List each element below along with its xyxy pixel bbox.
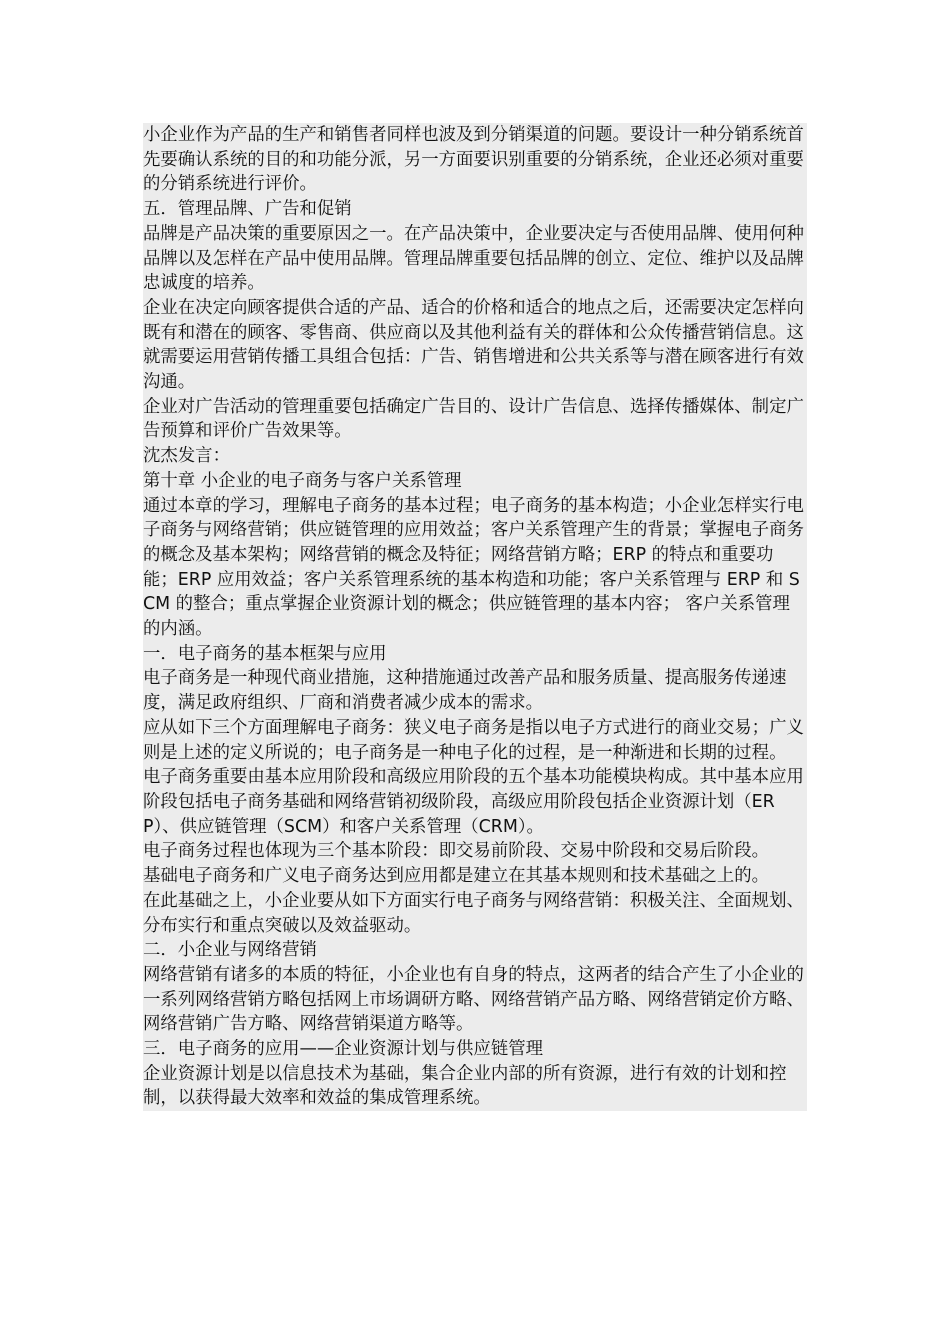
document-body [143, 123, 807, 1111]
paragraph-ecommerce-definition: 电子商务是一种现代商业措施，这种措施通过改善产品和服务质量、提高服务传递速度，满足政府组织、厂商和消费者减少成本的需求。 [143, 666, 807, 715]
paragraph-brand: 品牌是产品决策的重要原因之一。在产品决策中，企业要决定与否使用品牌、使用何种品牌以及怎样在产品中使用品牌。管理品牌重要包括品牌的创立、定位、维护以及品牌忠诚度的培养。 [143, 222, 807, 296]
paragraph-ecommerce-modules: 电子商务重要由基本应用阶段和高级应用阶段的五个基本功能模块构成。其中基本应用阶段包括电子商务基础和网络营销初级阶段，高级应用阶段包括企业资源计划（ERP）、供应链管理（SCM）和客户关系管理（CRM）。 [143, 765, 807, 839]
speaker-label: 沈杰发言： [143, 444, 807, 469]
paragraph-implementation: 在此基础之上，小企业要从如下方面实行电子商务与网络营销：积极关注、全面规划、分布实行和重点突破以及效益驱动。 [143, 889, 807, 938]
paragraph-marketing-communication: 企业在决定向顾客提供合适的产品、适合的价格和适合的地点之后，还需要决定怎样向既有和潜在的顾客、零售商、供应商以及其他利益有关的群体和公众传播营销信息。这就需要运用营销传播工具组合包括：广告、销售增进和公共关系等与潜在顾客进行有效沟通。 [143, 296, 807, 395]
section-heading-5: 五．管理品牌、广告和促销 [143, 197, 807, 222]
paragraph-ecommerce-aspects: 应从如下三个方面理解电子商务：狭义电子商务是指以电子方式进行的商业交易；广义则是上述的定义所说的；电子商务是一种电子化的过程，是一种渐进和长期的过程。 [143, 716, 807, 765]
paragraph-erp-definition: 企业资源计划是以信息技术为基础，集合企业内部的所有资源，进行有效的计划和控制，以获得最大效率和效益的集成管理系统。 [143, 1062, 807, 1111]
paragraph-chapter-objectives: 通过本章的学习，理解电子商务的基本过程；电子商务的基本构造；小企业怎样实行电子商务与网络营销；供应链管理的应用效益；客户关系管理产生的背景；掌握电子商务的概念及基本架构；网络营销的概念及特征；网络营销方略；ERP 的特点和重要功能；ERP 应用效益；客户关系管理系统的基本构造和功能；客户关系管理与 ERP 和 SCM 的整合；重点掌握企业资源计划的概念；供应链管理的基本内容； 客户关系管理的内涵。 [143, 494, 807, 642]
paragraph-network-marketing: 网络营销有诸多的本质的特征，小企业也有自身的特点，这两者的结合产生了小企业的一系列网络营销方略包括网上市场调研方略、网络营销产品方略、网络营销定价方略、网络营销广告方略、网络营销渠道方略等。 [143, 963, 807, 1037]
paragraph-ecommerce-stages: 电子商务过程也体现为三个基本阶段：即交易前阶段、交易中阶段和交易后阶段。 [143, 839, 807, 864]
paragraph-advertising: 企业对广告活动的管理重要包括确定广告目的、设计广告信息、选择传播媒体、制定广告预算和评价广告效果等。 [143, 395, 807, 444]
section-heading-2: 二．小企业与网络营销 [143, 938, 807, 963]
paragraph-ecommerce-foundation: 基础电子商务和广义电子商务达到应用都是建立在其基本规则和技术基础之上的。 [143, 864, 807, 889]
chapter-title: 第十章 小企业的电子商务与客户关系管理 [143, 469, 807, 494]
section-heading-3: 三．电子商务的应用——企业资源计划与供应链管理 [143, 1037, 807, 1062]
paragraph-distribution: 小企业作为产品的生产和销售者同样也波及到分销渠道的问题。要设计一种分销系统首先要确认系统的目的和功能分派，另一方面要识别重要的分销系统，企业还必须对重要的分销系统进行评价。 [143, 123, 807, 197]
section-heading-1: 一．电子商务的基本框架与应用 [143, 642, 807, 667]
